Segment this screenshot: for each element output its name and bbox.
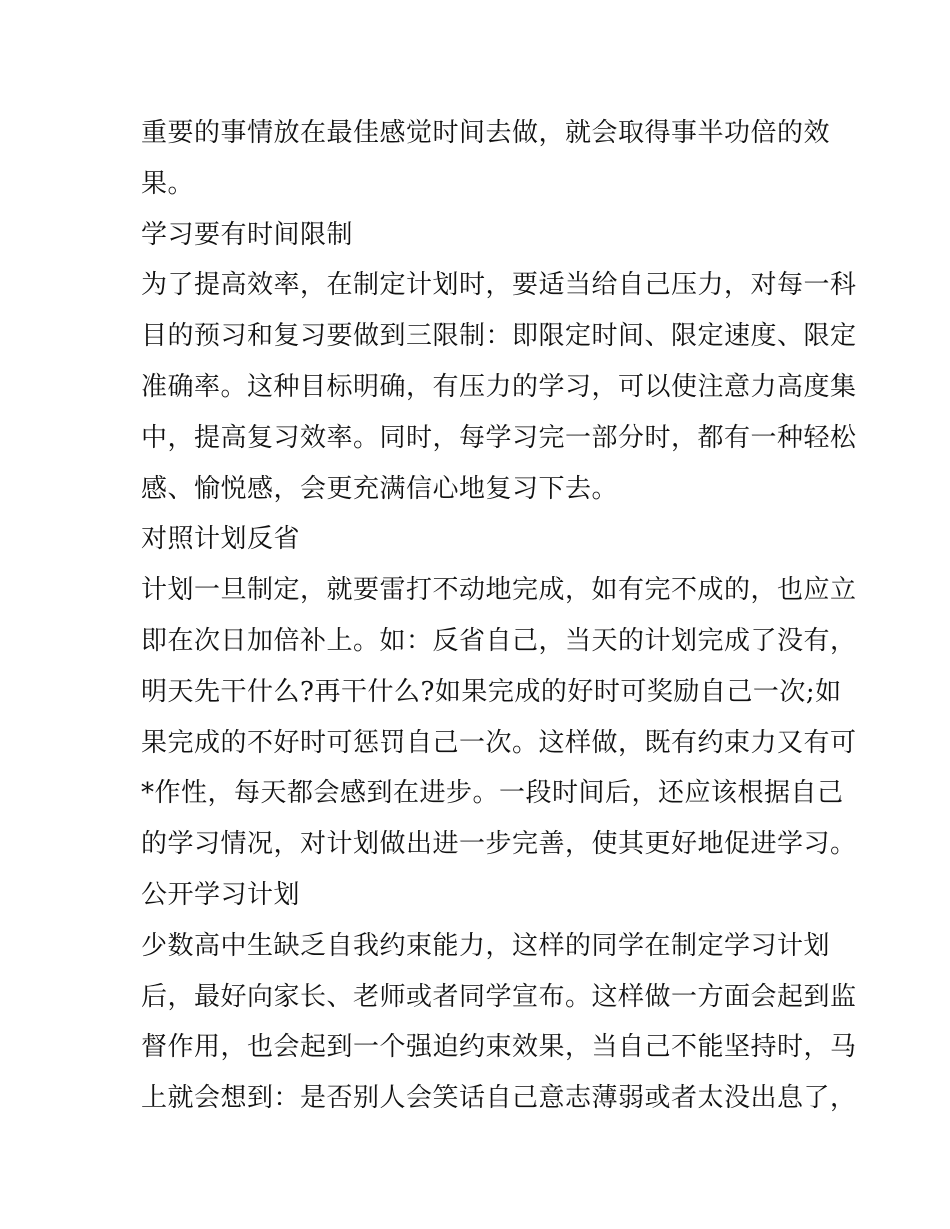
section-heading: 对照计划反省	[141, 524, 301, 555]
text-line: 感、愉悦感，会更充满信心地复习下去。	[141, 473, 619, 504]
text-line: 准确率。这种目标明确，有压力的学习，可以使注意力高度集	[141, 371, 857, 402]
text-line: 少数高中生缺乏自我约束能力，这样的同学在制定学习计划	[141, 930, 831, 961]
section-heading: 学习要有时间限制	[141, 219, 354, 250]
text-line: *作性，每天都会感到在进步。一段时间后，还应该根据自己	[141, 778, 844, 809]
text-line: 重要的事情放在最佳感觉时间去做，就会取得事半功倍的效	[141, 118, 831, 148]
text-line: 后，最好向家长、老师或者同学宣布。这样做一方面会起到监	[141, 981, 857, 1012]
text-line: 果完成的不好时可惩罚自己一次。这样做，既有约束力又有可	[141, 727, 857, 758]
text-line: 明天先干什么?再干什么?如果完成的好时可奖励自己一次;如	[141, 676, 842, 707]
text-line: 上就会想到：是否别人会笑话自己意志薄弱或者太没出息了，	[141, 1083, 857, 1114]
text-line: 督作用，也会起到一个强迫约束效果，当自己不能坚持时，马	[141, 1032, 857, 1063]
text-line: 为了提高效率，在制定计划时，要适当给自己压力，对每一科	[141, 270, 857, 301]
text-line: 即在次日加倍补上。如：反省自己，当天的计划完成了没有，	[141, 625, 857, 656]
section-heading: 公开学习计划	[141, 879, 301, 910]
text-line: 果。	[141, 168, 195, 199]
text-line: 目的预习和复习要做到三限制：即限定时间、限定速度、限定	[141, 321, 857, 352]
text-line: 计划一旦制定，就要雷打不动地完成，如有完不成的，也应立	[141, 575, 857, 606]
text-line: 的学习情况，对计划做出进一步完善，使其更好地促进学习。	[141, 829, 857, 860]
document-body	[141, 108, 857, 1124]
text-line: 中，提高复习效率。同时，每学习完一部分时，都有一种轻松	[141, 422, 857, 453]
